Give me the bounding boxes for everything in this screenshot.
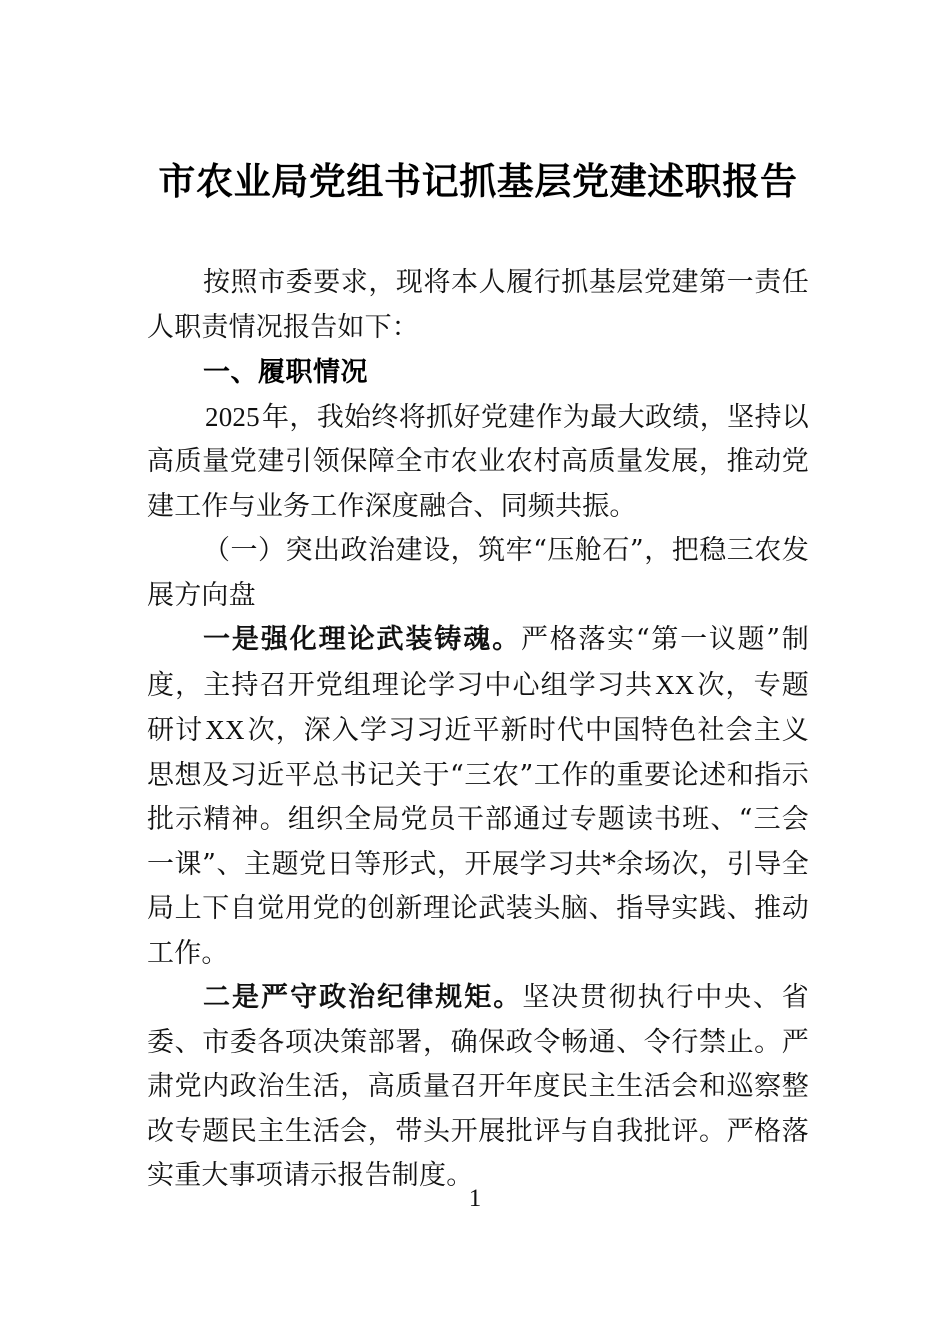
point-one-text-c: 次，深入学习习近平新时代中国特色社会主义思想及习近平总书记关于“三农”工作的重要论述和指示批示精神。组织全局党员干部通过专题读书班、“三会一课”、主题党日等形式，开展学习共*余场次，引导全局上下自觉用党的创新理论武装头脑、指导实践、推动工作。: [147, 715, 810, 969]
point-one-text-b: 次，专题研讨: [147, 669, 809, 746]
point-two-paragraph: [147, 976, 809, 1199]
page-number: 1: [468, 1185, 482, 1212]
year-value: 2025: [205, 401, 260, 432]
page-title: 市农业局党组书记抓基层党建述职报告: [158, 162, 798, 203]
point-one-lead: 一是强化理论武装铸魂。: [203, 624, 522, 655]
section-one-text: 年，我始终将抓好党建作为最大政绩，坚持以高质量党建引领保障全市农业农村高质量发展，推动党建工作与业务工作深度融合、同频共振。: [147, 401, 809, 522]
point-two-lead: 二是严守政治纪律规矩。: [203, 982, 523, 1013]
intro-paragraph: 按照市委要求，现将本人履行抓基层党建第一责任人职责情况报告如下：: [147, 267, 809, 343]
point-one-paragraph: [147, 618, 809, 976]
point-one-count-a: XX: [655, 669, 695, 700]
point-one-count-b: XX: [205, 715, 245, 745]
section-heading-one: 一、履职情况: [203, 357, 368, 387]
subsection-heading-one: （一）突出政治建设，筑牢“压舱石”，把稳三农发展方向盘: [147, 535, 809, 611]
point-one-text-a: 严格落实“第一议题”制度，主持召开党组理论学习中心组学习共: [147, 624, 809, 701]
section-one-paragraph: [147, 395, 809, 530]
document-body: [147, 0, 809, 1199]
point-two-text: 坚决贯彻执行中央、省委、市委各项决策部署，确保政令畅通、令行禁止。严肃党内政治生活，高质量召开年度民主生活会和巡察整改专题民主生活会，带头开展批评与自我批评。严格落实重大事项请示报告制度。: [147, 982, 809, 1191]
